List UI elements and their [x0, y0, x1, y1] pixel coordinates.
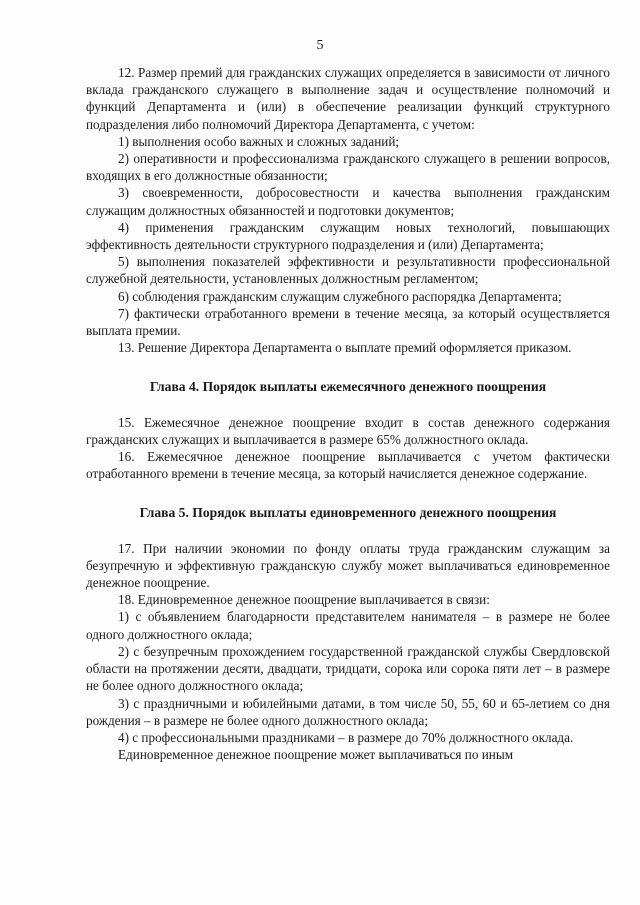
list-item: 5) выполнения показателей эффективности и результативности профессиональной служебной деятельности, установленных должностным регламентом;: [86, 254, 610, 287]
chapter-4-title: Глава 4. Порядок выплаты ежемесячного денежного поощрения: [149, 379, 547, 395]
paragraph-12: 12. Размер премий для гражданских служащих определяется в зависимости от личного вклада гражданского служащего в выполнение задач и осуществление полномочий и функций Департамента и (или) в обеспечение реализации функций структурного подразделения либо полномочий Директора Департамента, с учетом:: [86, 65, 610, 132]
list-item: 1) с объявлением благодарности представителем нанимателя – в размере не более одного должностного оклада;: [86, 609, 610, 642]
list-item: 4) с профессиональными праздниками – в размере до 70% должностного оклада.: [118, 729, 574, 745]
paragraph-16: 16. Ежемесячное денежное поощрение выплачивается с учетом фактически отработанного времени в течение месяца, за который начисляется денежное содержание.: [86, 449, 610, 482]
paragraph-18: 18. Единовременное денежное поощрение выплачивается в связи:: [118, 592, 490, 608]
list-item: 7) фактически отработанного времени в течение месяца, за который осуществляется выплата премии.: [86, 305, 610, 339]
list-item: 3) своевременности, добросовестности и качества выполнения гражданским служащим должностных обязанностей и подготовки документов;: [86, 185, 610, 218]
list-item: 6) соблюдения гражданским служащим служебного распорядка Департамента;: [118, 288, 562, 304]
document-body: [86, 64, 610, 763]
paragraph-13: 13. Решение Директора Департамента о выплате премий оформляется приказом.: [118, 340, 572, 356]
paragraph-15: 15. Ежемесячное денежное поощрение входит в состав денежного содержания гражданских служащих и выплачивается в размере 65% должностного оклада.: [86, 414, 610, 447]
page-number: 5: [316, 38, 324, 53]
list-item: 2) оперативности и профессионализма гражданского служащего в решении вопросов, входящих в его должностные обязанности;: [86, 151, 610, 184]
paragraph-17: 17. При наличии экономии по фонду оплаты труда гражданским служащим за безупречную и эффективную гражданскую службу может выплачиваться единовременное денежное поощрение.: [86, 540, 610, 591]
list-item: 2) с безупречным прохождением государственной гражданской службы Свердловской области на протяжении десяти, двадцати, тридцати, сорока или сорока пяти лет – в размере не более одного должностного оклада;: [86, 643, 610, 694]
chapter-5-title: Глава 5. Порядок выплаты единовременного денежного поощрения: [139, 505, 557, 521]
list-item: 4) применения гражданским служащим новых технологий, повышающих эффективность деятельности структурного подразделения и (или) Департамента;: [86, 219, 610, 253]
paragraph-continuation: Единовременное денежное поощрение может выплачиваться по иным: [118, 747, 514, 763]
list-item: 1) выполнения особо важных и сложных заданий;: [118, 133, 400, 149]
list-item: 3) с праздничными и юбилейными датами, в том числе 50, 55, 60 и 65-летием со дня рождения – в размере не более одного должностного оклада;: [86, 695, 610, 728]
